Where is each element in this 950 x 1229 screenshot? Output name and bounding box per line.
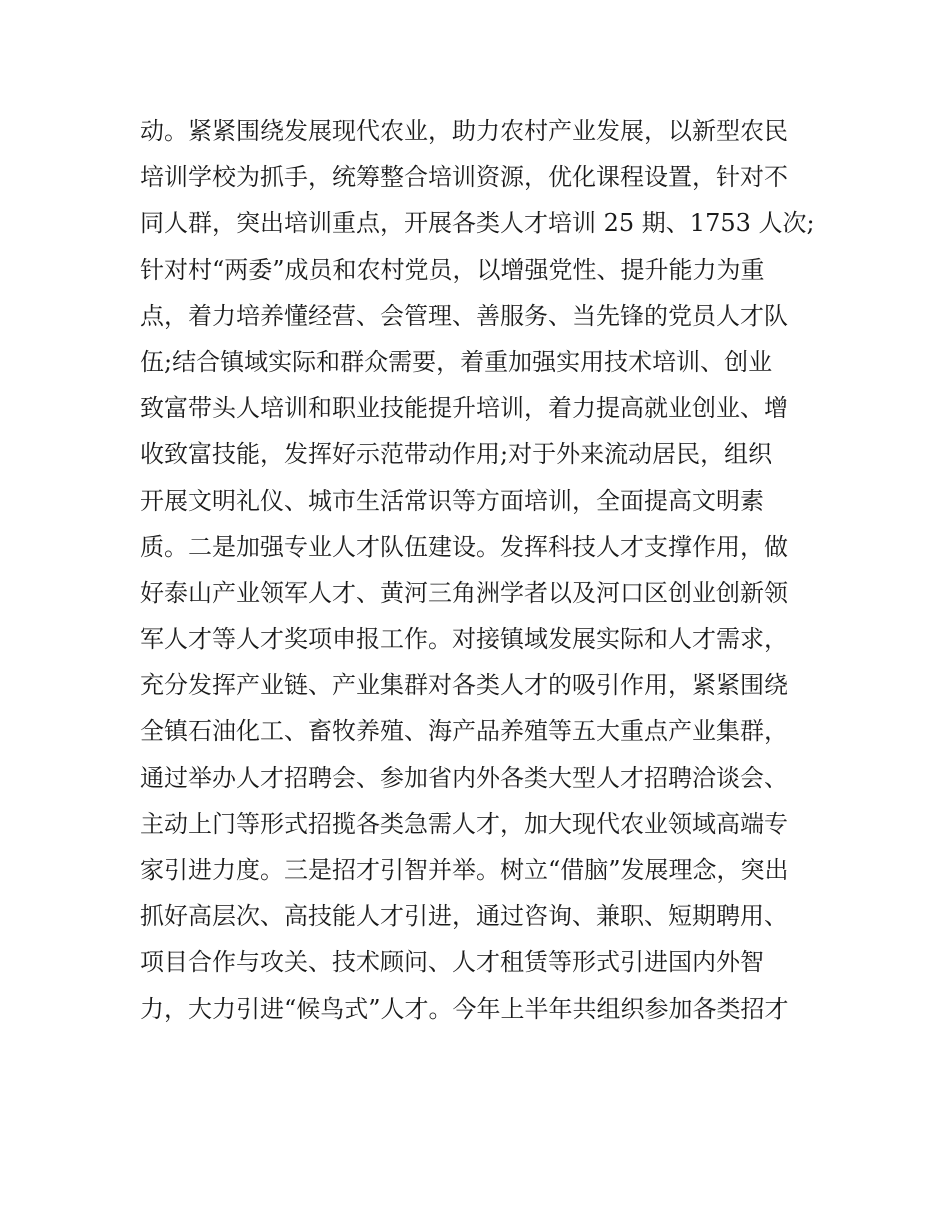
text-line-20: 力，大力引进“候鸟式”人才。今年上半年共组织参加各类招才: [140, 994, 789, 1023]
text-line-18: 抓好高层次、高技能人才引进，通过咨询、兼职、短期聘用、: [140, 902, 788, 931]
text-line-5: 点，着力培养懂经营、会管理、善服务、当先锋的党员人才队: [140, 301, 788, 330]
text-line-11: 好泰山产业领军人才、黄河三角洲学者以及河口区创业创新领: [140, 578, 788, 607]
text-line-6: 伍;结合镇域实际和群众需要，着重加强实用技术培训、创业: [140, 347, 773, 376]
text-line-8: 收致富技能，发挥好示范带动作用;对于外来流动居民，组织: [140, 440, 773, 469]
text-line-14: 全镇石油化工、畜牧养殖、海产品养殖等五大重点产业集群，: [140, 717, 788, 746]
text-line-1: 动。紧紧围绕发展现代农业，助力农村产业发展，以新型农民: [140, 117, 788, 145]
body-paragraph: [140, 108, 820, 1032]
text-line-19: 项目合作与攻关、技术顾问、人才租赁等形式引进国内外智: [140, 948, 764, 977]
text-line-9: 开展文明礼仪、城市生活常识等方面培训，全面提高文明素: [140, 486, 764, 515]
text-line-13: 充分发挥产业链、产业集群对各类人才的吸引作用，紧紧围绕: [140, 671, 788, 700]
text-line-4: 针对村“两委”成员和农村党员，以增强党性、提升能力为重: [140, 255, 765, 284]
text-line-17: 家引进力度。三是招才引智并举。树立“借脑”发展理念，突出: [140, 856, 789, 884]
text-line-10: 质。二是加强专业人才队伍建设。发挥科技人才支撑作用，做: [140, 532, 788, 561]
text-line-15: 通过举办人才招聘会、参加省内外各类大型人才招聘洽谈会、: [140, 763, 788, 792]
text-line-2: 培训学校为抓手，统筹整合培训资源，优化课程设置，针对不: [140, 163, 788, 192]
text-line-12: 军人才等人才奖项申报工作。对接镇域发展实际和人才需求，: [140, 625, 788, 654]
text-line-16: 主动上门等形式招揽各类急需人才，加大现代农业领域高端专: [140, 809, 788, 838]
text-line-7: 致富带头人培训和职业技能提升培训，着力提高就业创业、增: [140, 394, 788, 423]
text-line-3: 同人群，突出培训重点，开展各类人才培训 25 期、1753 人次;: [140, 209, 815, 238]
